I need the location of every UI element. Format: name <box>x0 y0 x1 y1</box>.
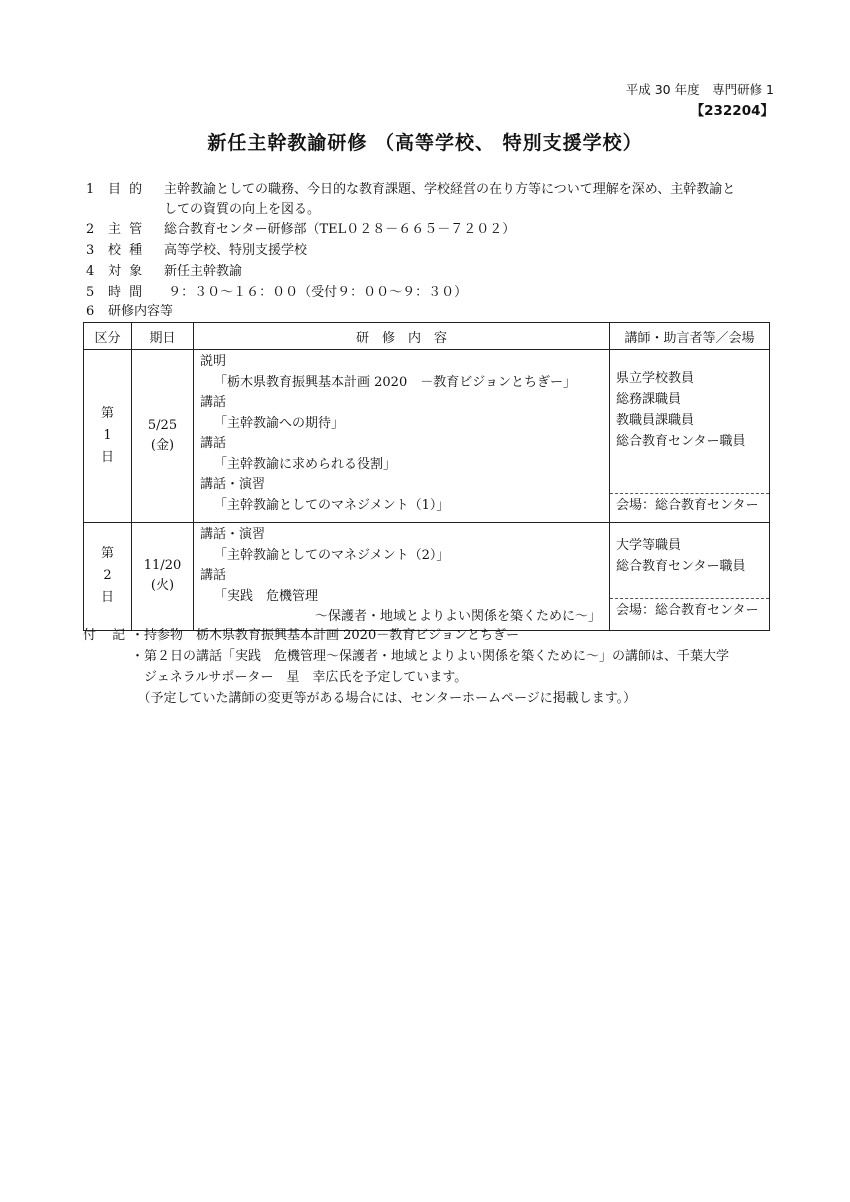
item-school-type <box>86 241 307 261</box>
lecturer-item: 教職員課職員 <box>616 413 695 428</box>
content-line: 講話 <box>200 436 227 451</box>
item-label: 目 的 <box>108 182 145 197</box>
item-value: 高等学校、特別支援学校 <box>164 243 308 258</box>
content-cell <box>194 350 610 523</box>
item-number: 3 <box>86 243 95 258</box>
header-lecturer: 講師・助言者等／会場 <box>610 323 770 350</box>
content-line: 「主幹教諭に求められる役割」 <box>214 456 397 472</box>
lecturer-item: 総務課職員 <box>616 392 682 407</box>
venue: 会場：総合教育センター <box>610 598 769 623</box>
lecturer-cell <box>610 350 770 523</box>
item-number: 5 <box>86 285 95 300</box>
venue: 会場：総合教育センター <box>610 493 769 518</box>
date-cell <box>132 523 194 631</box>
item-number: 2 <box>86 222 95 237</box>
day-suffix: 日 <box>100 450 114 465</box>
item-label: 主 管 <box>108 222 145 237</box>
lecturer-item: 総合教育センター職員 <box>616 559 746 574</box>
header-year-label: 平成 30 年度 専門研修 1 <box>625 82 774 97</box>
weekday-value: (金) <box>150 438 175 453</box>
content-line: 「主幹教諭への期待」 <box>214 415 345 431</box>
content-line: 「栃木県教育振興基本計画 2020 －教育ビジョンとちぎー」 <box>214 374 576 390</box>
note-line: （予定していた講師の変更等がある場合には、センターホームページに掲載します。） <box>131 691 637 706</box>
table-row <box>84 523 770 631</box>
item-label: 研修内容等 <box>108 304 174 319</box>
table-header-row <box>84 323 770 350</box>
content-line: 講話 <box>200 568 227 583</box>
header-date: 期日 <box>132 323 194 350</box>
header-content: 研 修 内 容 <box>194 323 610 350</box>
lecturer-item: 総合教育センター職員 <box>616 434 746 449</box>
day-number: 1 <box>103 428 112 443</box>
content-line: ～保護者・地域とよりよい関係を築くために～」 <box>314 609 601 624</box>
lecturer-item: 県立学校教員 <box>616 371 695 386</box>
lecturer-item: 大学等職員 <box>616 538 682 553</box>
item-value: ９：３０～１６：００（受付９：００～９：３０） <box>164 285 468 300</box>
item-value: 総合教育センター研修部（TEL０２８－６６５－７２０２） <box>164 222 516 237</box>
content-line: 講話・演習 <box>200 527 266 542</box>
item-target <box>86 262 242 282</box>
schedule-table <box>83 322 770 631</box>
item-number: 6 <box>86 304 95 319</box>
item-time <box>86 283 467 303</box>
day-suffix: 日 <box>100 590 114 606</box>
note-line: ジェネラルサポーター 星 幸広氏を予定しています。 <box>131 670 468 685</box>
item-number: 4 <box>86 264 95 279</box>
content-line: 「主幹教諭としてのマネジメント（1）」 <box>214 497 450 513</box>
content-line: 講話 <box>200 395 227 410</box>
header-division: 区分 <box>84 323 132 350</box>
content-line: 説明 <box>200 354 227 369</box>
content-line: 講話・演習 <box>200 477 266 492</box>
content-cell <box>194 523 610 631</box>
day-cell <box>84 350 132 523</box>
table-row <box>84 350 770 523</box>
item-organizer <box>86 220 515 240</box>
item-label: 校 種 <box>108 243 145 258</box>
item-content-heading <box>86 302 173 322</box>
content-line: 「主幹教諭としてのマネジメント（2）」 <box>214 547 450 563</box>
day-cell <box>84 523 132 631</box>
date-cell <box>132 350 194 523</box>
item-label: 対 象 <box>108 264 145 279</box>
day-prefix: 第 <box>100 546 114 562</box>
item-value-continued: しての資質の向上を図る。 <box>164 202 321 217</box>
lecturer-cell <box>610 523 770 631</box>
day-number: 2 <box>103 568 112 584</box>
document-title: 新任主幹教諭研修 （高等学校、 特別支援学校） <box>207 132 643 154</box>
day-prefix: 第 <box>100 406 114 421</box>
note-line: ・持参物 栃木県教育振興基本計画 2020－教育ビジョンとちぎー <box>131 628 519 643</box>
notes-label: 付 記 <box>83 628 132 643</box>
lecturer-list <box>610 523 769 598</box>
item-value: 新任主幹教諭 <box>164 264 243 279</box>
item-value: 主幹教諭としての職務、今日的な教育課題、学校経営の在り方等について理解を深め、主幹教諭と <box>164 182 736 197</box>
date-value: 11/20 <box>143 558 182 574</box>
content-line: 「実践 危機管理 <box>214 588 319 604</box>
lecturer-list <box>610 350 769 493</box>
course-code: 【232204】 <box>690 103 774 119</box>
item-purpose <box>86 180 786 217</box>
date-value: 5/25 <box>147 418 178 433</box>
item-number: 1 <box>86 182 95 197</box>
weekday-value: (火) <box>150 578 175 594</box>
item-label: 時 間 <box>108 285 145 300</box>
note-line: ・第２日の講話「実践 危機管理～保護者・地域とよりよい関係を築くために～」の講師は、千葉大学 <box>131 649 730 664</box>
